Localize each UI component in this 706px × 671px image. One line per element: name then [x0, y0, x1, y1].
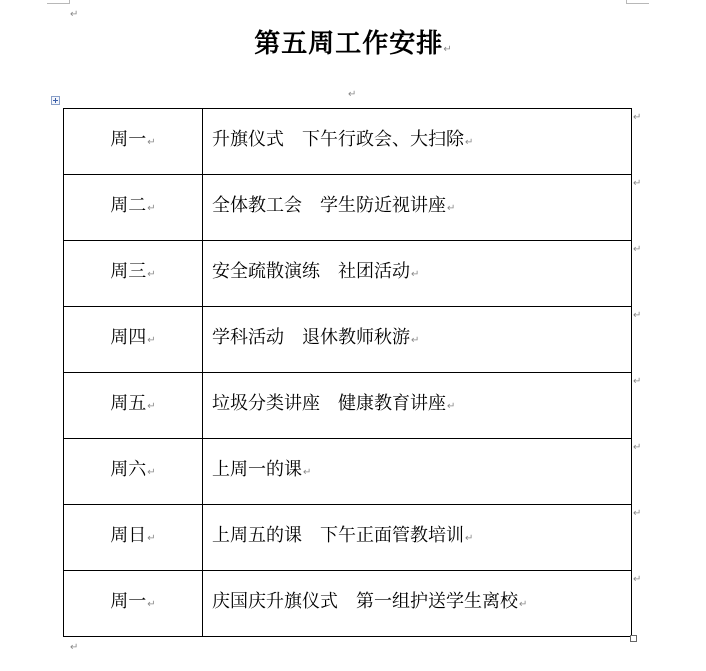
day-cell[interactable]	[64, 439, 203, 505]
cell-mark: ↵	[147, 467, 156, 478]
activity-text: 升旗仪式 下午行政会、大扫除	[212, 129, 464, 150]
cell-mark: ↵	[303, 467, 312, 478]
table-row	[64, 373, 632, 439]
cell-mark: ↵	[147, 137, 156, 148]
row-end-mark: ↵	[633, 508, 642, 519]
cell-mark: ↵	[147, 599, 156, 610]
cell-mark: ↵	[447, 203, 456, 214]
cell-mark: ↵	[147, 269, 156, 280]
activity-cell[interactable]	[203, 571, 632, 637]
day-label: 周一	[110, 591, 147, 612]
activity-cell[interactable]	[203, 307, 632, 373]
cell-mark: ↵	[465, 533, 474, 544]
schedule-table-body	[64, 109, 632, 637]
move-handle-icon[interactable]	[51, 96, 60, 105]
activity-cell[interactable]	[203, 373, 632, 439]
crop-mark-top-left	[47, 0, 70, 4]
activity-cell[interactable]	[203, 505, 632, 571]
activity-text: 安全疏散演练 社团活动	[212, 261, 410, 282]
day-cell[interactable]	[64, 373, 203, 439]
cell-mark: ↵	[147, 533, 156, 544]
row-end-mark: ↵	[633, 244, 642, 255]
activity-cell[interactable]	[203, 109, 632, 175]
activity-text: 庆国庆升旗仪式 第一组护送学生离校	[212, 591, 518, 612]
table-row	[64, 307, 632, 373]
table-row	[64, 505, 632, 571]
cell-mark: ↵	[465, 137, 474, 148]
day-label: 周六	[110, 459, 147, 480]
table-row	[64, 241, 632, 307]
activity-cell[interactable]	[203, 241, 632, 307]
row-end-mark: ↵	[633, 376, 642, 387]
day-cell[interactable]	[64, 505, 203, 571]
day-cell[interactable]	[64, 175, 203, 241]
cell-mark: ↵	[519, 599, 528, 610]
day-label: 周一	[110, 129, 147, 150]
activity-cell[interactable]	[203, 175, 632, 241]
day-cell[interactable]	[64, 241, 203, 307]
paragraph-mark: ↵	[70, 9, 79, 20]
activity-text: 垃圾分类讲座 健康教育讲座	[212, 393, 446, 414]
paragraph-mark: ↵	[348, 89, 357, 100]
activity-text: 全体教工会 学生防近视讲座	[212, 195, 446, 216]
day-label: 周二	[110, 195, 147, 216]
paragraph-mark: ↵	[70, 642, 79, 653]
table-row	[64, 109, 632, 175]
day-label: 周四	[110, 327, 147, 348]
cell-mark: ↵	[447, 401, 456, 412]
row-end-mark: ↵	[633, 310, 642, 321]
day-label: 周三	[110, 261, 147, 282]
row-end-mark: ↵	[633, 178, 642, 189]
row-end-mark: ↵	[633, 574, 642, 585]
day-label: 周五	[110, 393, 147, 414]
day-cell[interactable]	[64, 109, 203, 175]
cell-mark: ↵	[147, 203, 156, 214]
day-cell[interactable]	[64, 307, 203, 373]
resize-handle-icon[interactable]	[630, 635, 637, 642]
cell-mark: ↵	[147, 335, 156, 346]
cell-mark: ↵	[411, 269, 420, 280]
table-row	[64, 439, 632, 505]
day-label: 周日	[110, 525, 147, 546]
activity-cell[interactable]	[203, 439, 632, 505]
crop-mark-top-right	[626, 0, 649, 4]
activity-text: 上周五的课 下午正面管教培训	[212, 525, 464, 546]
row-end-mark: ↵	[633, 112, 642, 123]
activity-text: 上周一的课	[212, 459, 302, 480]
title-text: 第五周工作安排	[254, 29, 444, 59]
activity-text: 学科活动 退休教师秋游	[212, 327, 410, 348]
table-row	[64, 571, 632, 637]
cell-mark: ↵	[411, 335, 420, 346]
day-cell[interactable]	[64, 571, 203, 637]
schedule-table	[63, 108, 632, 637]
page-title[interactable]	[0, 26, 706, 68]
table-row	[64, 175, 632, 241]
row-end-mark: ↵	[633, 442, 642, 453]
cell-mark: ↵	[147, 401, 156, 412]
paragraph-mark: ↵	[443, 44, 452, 55]
